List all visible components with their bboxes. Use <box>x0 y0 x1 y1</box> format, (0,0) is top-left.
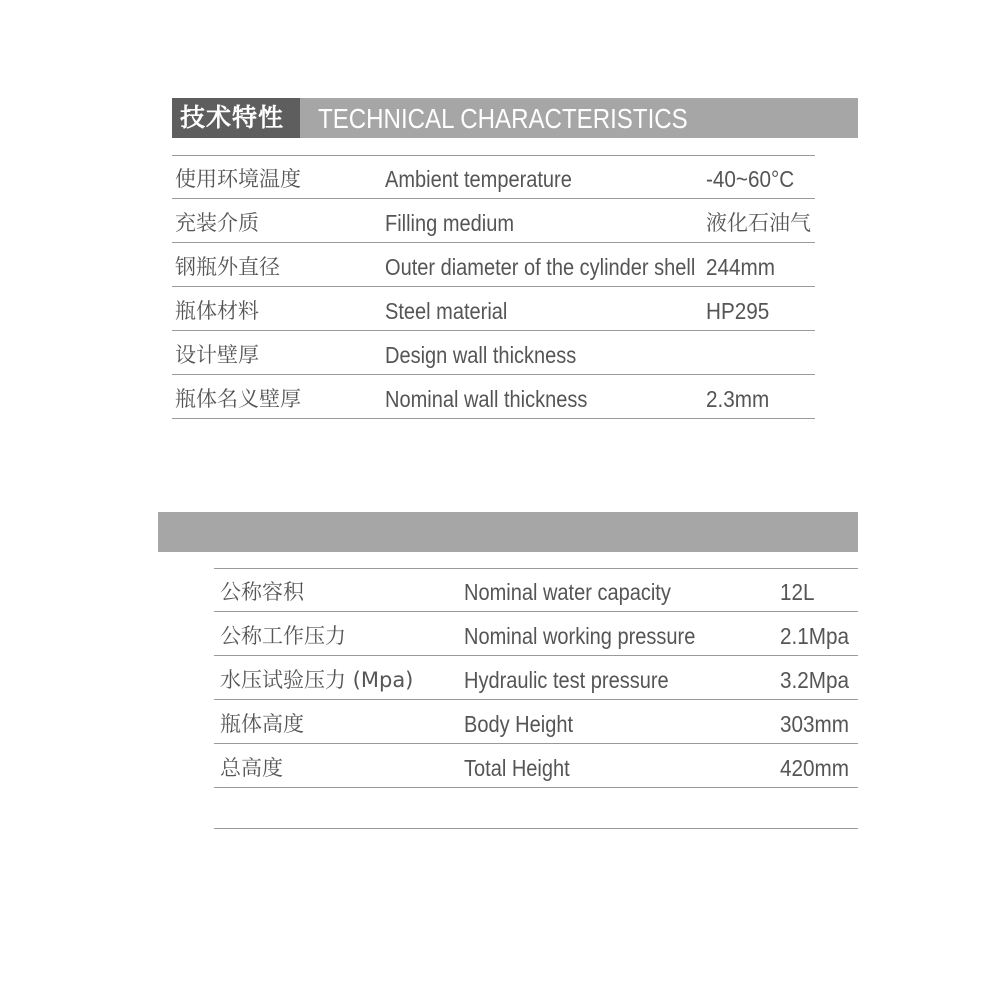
row-label-zh: 总高度 <box>220 756 283 780</box>
section-header-technical <box>172 98 858 138</box>
row-label-zh: 公称工作压力 <box>220 624 346 648</box>
section-title-en: TECHNICAL CHARACTERISTICS <box>318 103 688 134</box>
table-row <box>172 155 815 199</box>
row-label-en: Nominal wall thickness <box>385 386 588 412</box>
row-label-zh: 设计壁厚 <box>175 343 259 367</box>
row-label-en: Body Height <box>464 711 574 737</box>
row-label-zh: 瓶体材料 <box>175 299 259 323</box>
table-row <box>172 199 815 243</box>
row-label-zh: 充装介质 <box>175 211 259 235</box>
row-value: 12L <box>780 579 815 605</box>
row-label-zh: 钢瓶外直径 <box>175 255 280 279</box>
row-value: 303mm <box>780 711 850 737</box>
table-row <box>172 331 815 375</box>
row-value: 420mm <box>780 755 850 781</box>
row-label-en: Design wall thickness <box>385 342 577 368</box>
row-label-en: Steel material <box>385 298 508 324</box>
row-value: 2.1Mpa <box>780 623 850 649</box>
row-value: 3.2Mpa <box>780 667 850 693</box>
row-label-en: Outer diameter of the cylinder shell <box>385 254 696 280</box>
row-label-en: Total Height <box>464 755 570 781</box>
table-row <box>214 744 858 788</box>
table-row <box>172 287 815 331</box>
row-label-en: Nominal water capacity <box>464 579 671 605</box>
row-value: 2.3mm <box>706 386 770 412</box>
row-label-en: Nominal working pressure <box>464 623 696 649</box>
section-header-specs <box>158 512 858 552</box>
technical-table <box>172 155 815 421</box>
bottom-divider <box>214 828 858 829</box>
row-value: HP295 <box>706 298 770 324</box>
row-value: -40~60°C <box>706 166 795 192</box>
row-label-zh: 瓶体名义壁厚 <box>175 387 301 411</box>
row-label-zh: 水压试验压力 (Mpa) <box>220 668 414 692</box>
table-row <box>172 243 815 287</box>
row-value: 液化石油气 <box>706 211 811 235</box>
row-label-en: Filling medium <box>385 210 514 236</box>
row-label-zh: 使用环境温度 <box>175 167 301 191</box>
table-row <box>214 656 858 700</box>
section-title-zh: 技术特性 <box>172 98 300 138</box>
table-row <box>172 375 815 419</box>
row-label-zh: 瓶体高度 <box>220 712 304 736</box>
specs-table <box>214 568 858 788</box>
row-label-en: Ambient temperature <box>385 166 572 192</box>
row-label-zh: 公称容积 <box>220 580 304 604</box>
table-row <box>214 612 858 656</box>
row-label-en: Hydraulic test pressure <box>464 667 669 693</box>
row-value: 244mm <box>706 254 776 280</box>
table-row <box>214 700 858 744</box>
table-row <box>214 568 858 612</box>
